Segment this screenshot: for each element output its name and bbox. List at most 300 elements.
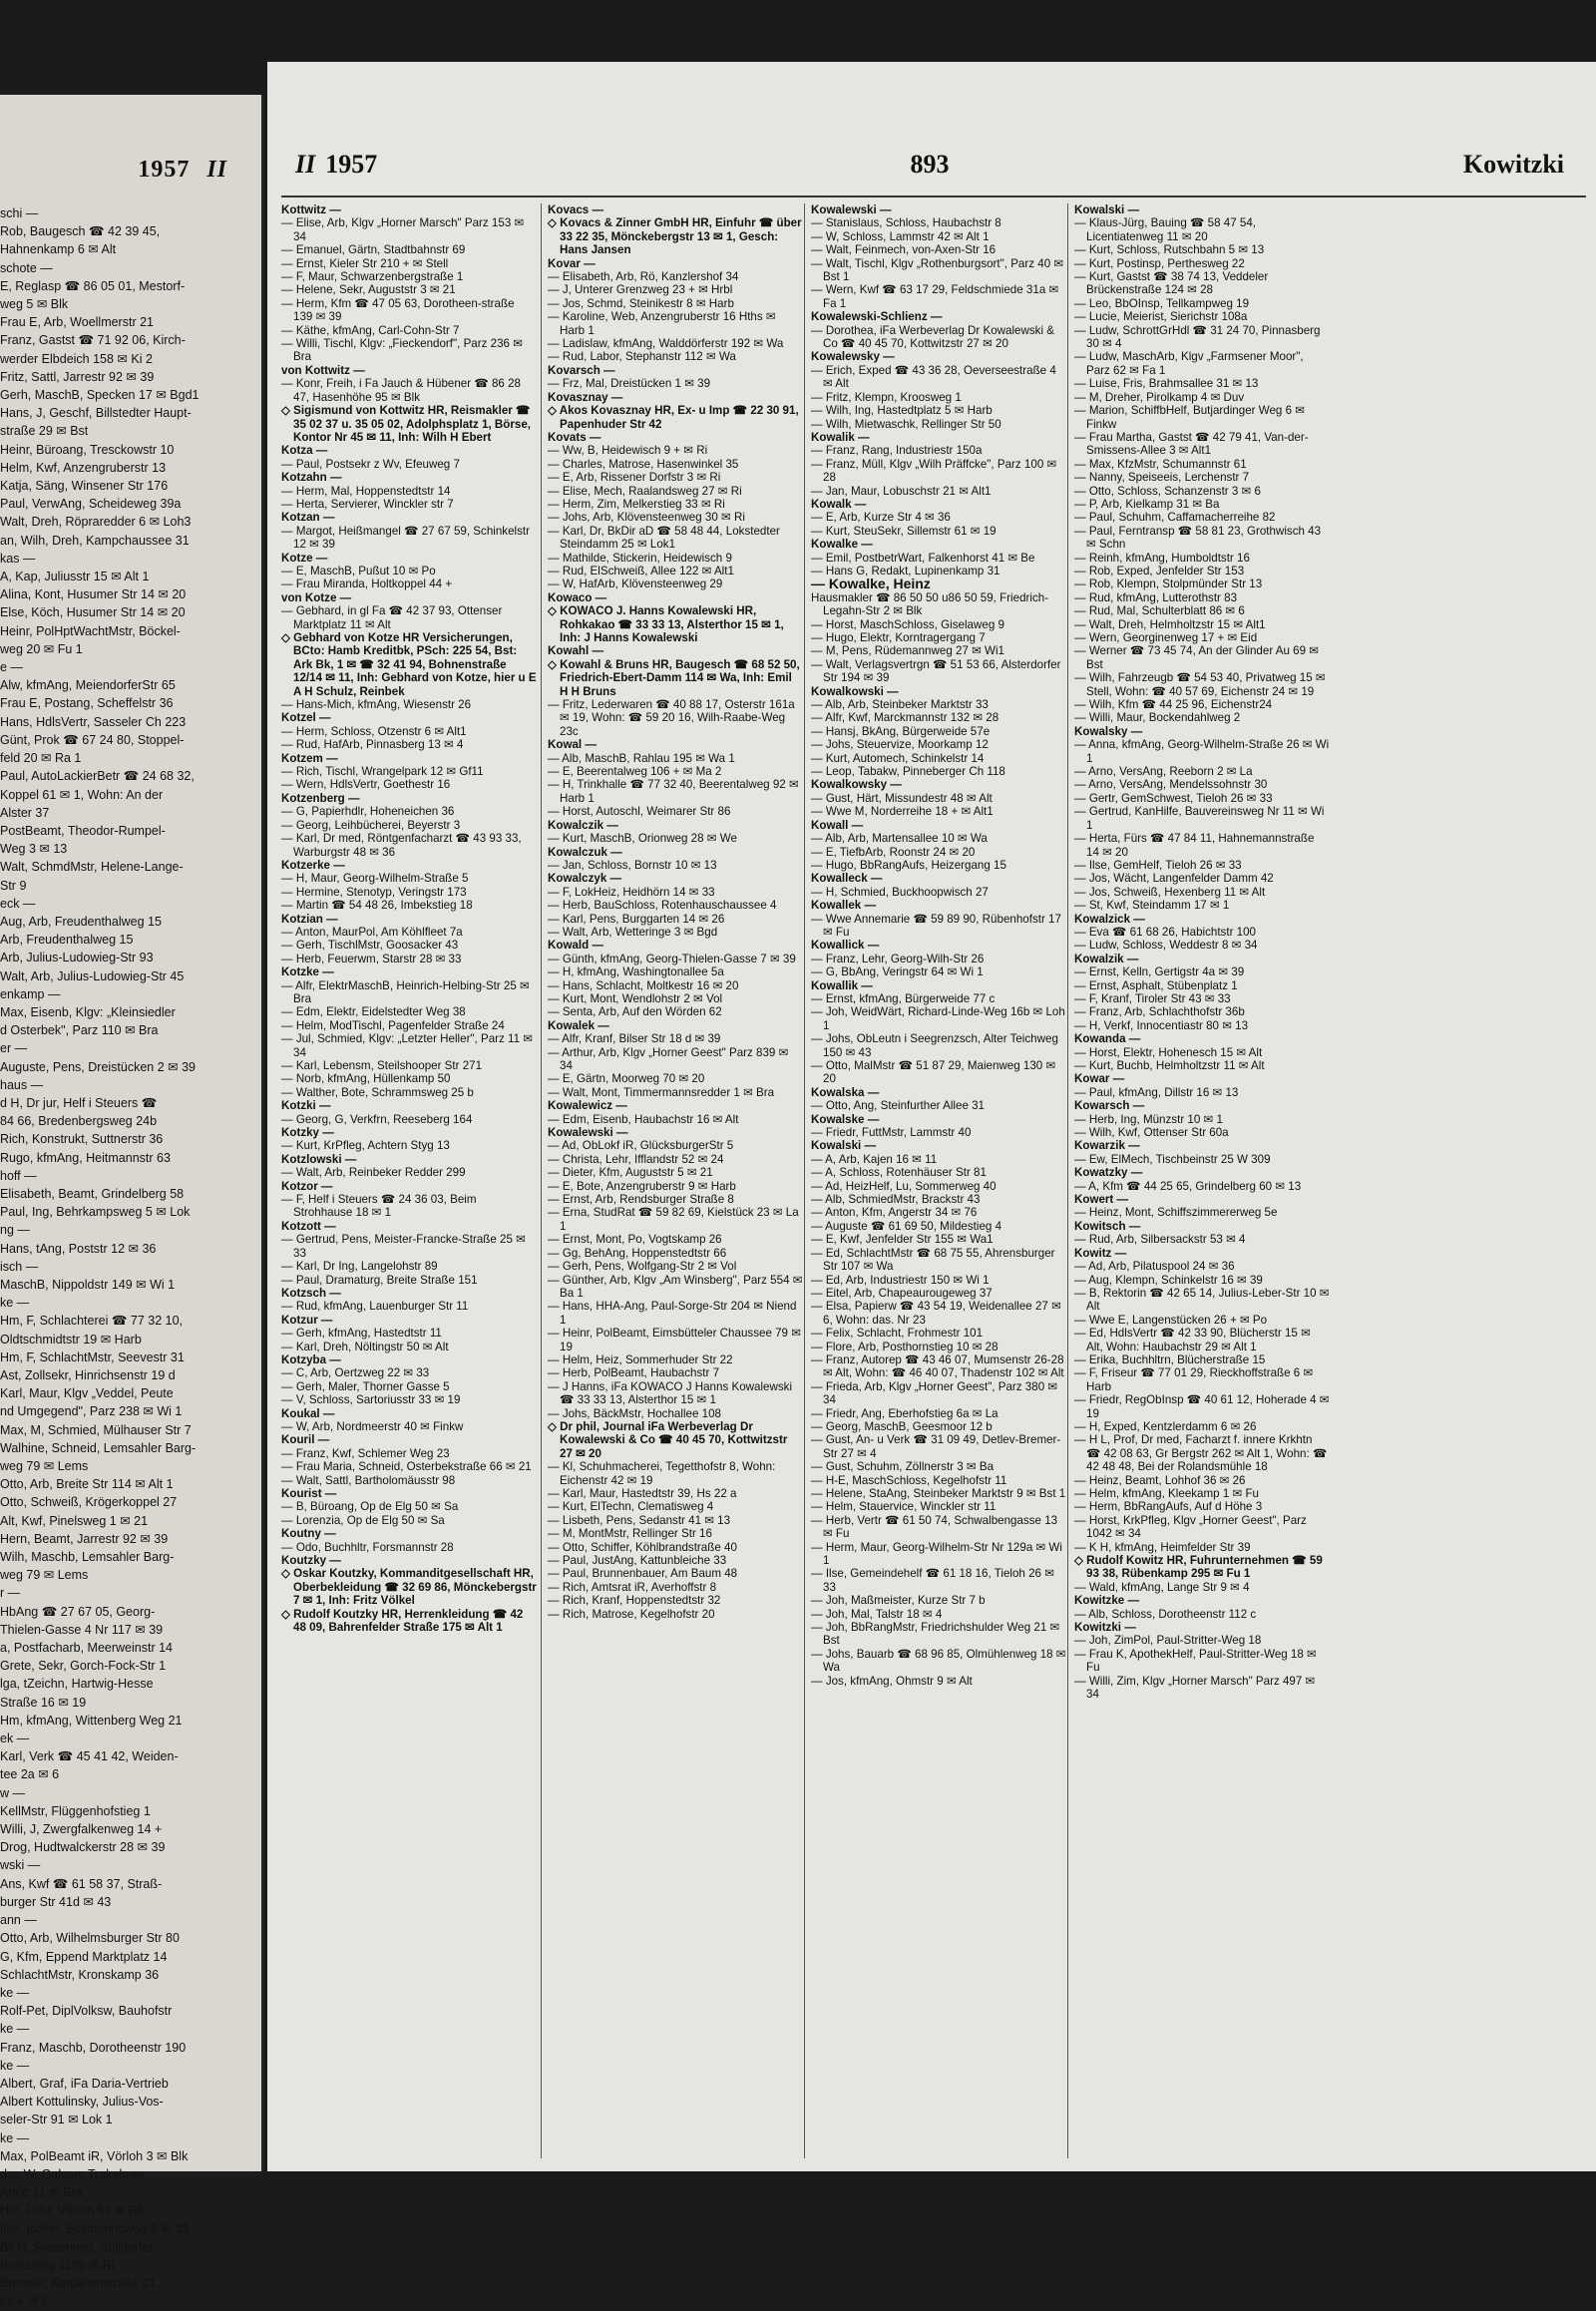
directory-entry: — Frau Martha, Gastst ☎ 42 79 41, Van-der-Smissens-Allee 3 ✉ Alt1	[1074, 430, 1309, 458]
directory-entry: — Gerh, TischlMstr, Goosacker 43	[281, 939, 459, 953]
directory-entry: — Jan, Schloss, Bornstr 10 ✉ 13	[548, 858, 717, 872]
directory-entry: — Erika, Buchhltrn, Blücherstraße 15	[1074, 1352, 1266, 1366]
directory-entry: — Gertrud, Pens, Meister-Francke-Straße 25 ✉ 33	[281, 1233, 526, 1260]
directory-entry: — Ilse, GemHelf, Tieloh 26 ✉ 33	[1074, 858, 1242, 872]
left-entry-line: Hm, kfmAng, Wittenberg Weg 21	[0, 1713, 183, 1728]
directory-entry: — Franz, Müll, Klgv „Wilh Präffcke", Parz 100 ✉ 28	[811, 457, 1057, 485]
left-entry-line: Hans, J, Geschf, Billstedter Haupt-	[0, 406, 192, 421]
surname-heading: Kovar —	[548, 256, 596, 270]
directory-entry: — Kowalke, Heinz	[811, 576, 931, 592]
directory-entry: — Helm, kfmAng, Kleekamp 1 ✉ Fu	[1074, 1487, 1259, 1500]
directory-entry: — Willi, Zim, Klgv „Horner Marsch" Parz 497 ✉ 34	[1074, 1674, 1316, 1702]
directory-entry: — V, Schloss, Sartoriusstr 33 ✉ 19	[281, 1393, 461, 1407]
directory-entry: — Gust, Härt, Missundestr 48 ✉ Alt	[811, 791, 993, 805]
left-entry-line: Walt, Dreh, Röpraredder 6 ✉ Loh3	[0, 515, 192, 530]
left-page-year: 1957	[138, 157, 191, 183]
directory-entry: — Rud, HafArb, Pinnasberg 13 ✉ 4	[281, 738, 464, 752]
directory-entry: — Franz, Rang, Industriestr 150a	[811, 444, 983, 458]
directory-entry: — Georg, Leihbücherei, Beyerstr 3	[281, 818, 461, 832]
left-entry-line: Bil H, Steuerinsp, Sülldorfer	[0, 2239, 154, 2254]
directory-entry: — H, kfmAng, Washingtonallee 5a	[548, 965, 724, 979]
left-entry-line: Max, PolBeamt iR, Vörloh 3 ✉ Blk	[0, 2148, 189, 2163]
left-entry-line: Aug, Arb, Freudenthalweg 15	[0, 914, 162, 929]
left-entry-line: feld 20 ✉ Ra 1	[0, 751, 82, 766]
directory-entry: — Ad, HeizHelf, Lu, Sommerweg 40	[811, 1179, 997, 1193]
left-entry-line: Ls 4 ✉ 6	[0, 2294, 48, 2309]
directory-entry: — Herm, Schloss, Otzenstr 6 ✉ Alt1	[281, 724, 467, 738]
directory-entry: — Johs, Arb, Klövensteenweg 30 ✉ Ri	[548, 511, 745, 525]
directory-entry: — St, Kwf, Steindamm 17 ✉ 1	[1074, 899, 1230, 913]
directory-entry: — Nanny, Speiseeis, Lerchenstr 7	[1074, 471, 1250, 485]
directory-entry: — Kurt, Buchb, Helmholtzstr 11 ✉ Alt	[1074, 1059, 1265, 1072]
directory-entry: — Walt, Feinmech, von-Axen-Str 16	[811, 243, 997, 257]
directory-entry: — Hermine, Stenotyp, Veringstr 173	[281, 885, 467, 899]
directory-entry: — Arthur, Arb, Klgv „Horner Geest" Parz 839 ✉ 34	[548, 1045, 789, 1072]
surname-heading: Kouril —	[281, 1433, 330, 1447]
directory-entry: — Herb, PolBeamt, Haubachstr 7	[548, 1366, 720, 1380]
left-entry-line: hoff —	[0, 1168, 37, 1183]
surname-heading: Kowalewsky —	[811, 350, 895, 364]
left-entry-line: Max, M, Schmied, Mülhauser Str 7	[0, 1422, 192, 1437]
directory-entry: — Wilh, Mietwaschk, Rellinger Str 50	[811, 417, 1001, 431]
directory-entry: — Jul, Schmied, Klgv: „Letzter Heller", Parz 11 ✉ 34	[281, 1032, 534, 1059]
directory-entry: — Frau Miranda, Holtkoppel 44 +	[281, 578, 453, 591]
directory-entry: — Herb, Vertr ☎ 61 50 74, Schwalbengasse 13 ✉ Fu	[811, 1513, 1058, 1541]
directory-entry: — Ed, Arb, Industriestr 150 ✉ Wi 1	[811, 1273, 990, 1287]
directory-entry: — Jos, Wächt, Langenfelder Damm 42	[1074, 872, 1274, 886]
left-entry-line: Max, Eisenb, Klgv: „Kleinsiedler	[0, 1004, 176, 1019]
directory-entry: — Rud, Mal, Schulterblatt 86 ✉ 6	[1074, 604, 1245, 618]
left-entry-line: Rugo, kfmAng, Heitmannstr 63	[0, 1150, 171, 1165]
directory-entry: — Lorenzia, Op de Elg 50 ✉ Sa	[281, 1513, 445, 1527]
directory-entry: — Heinz, Beamt, Lohhof 36 ✉ 26	[1074, 1473, 1246, 1487]
directory-entry: — Rud, kfmAng, Lutterothstr 83	[1074, 590, 1238, 604]
directory-entry: — Friedr, Ang, Eberhofstieg 6a ✉ La	[811, 1406, 998, 1420]
surname-heading: Kowarzik —	[1074, 1139, 1140, 1153]
directory-entry: — Alfr, Kranf, Bilser Str 18 d ✉ 39	[548, 1032, 721, 1046]
left-entry-line: a, Postfacharb, Meerweinstr 14	[0, 1641, 173, 1656]
left-entry-line: lga, tZeichn, Hartwig-Hesse	[0, 1677, 154, 1692]
directory-entry: — Hansj, BkAng, Bürgerweide 57e	[811, 724, 991, 738]
directory-entry: — Hans, HHA-Ang, Paul-Sorge-Str 204 ✉ Niend 1	[548, 1300, 797, 1327]
left-entry-line: Albert Kottulinsky, Julius-Vos-	[0, 2095, 164, 2110]
directory-entry: — Alfr, ElektrMaschB, Heinrich-Helbing-Str 25 ✉ Bra	[281, 978, 530, 1005]
directory-entry: — Herm, Mal, Hoppenstedtstr 14	[281, 484, 451, 498]
directory-entry: — Karl, Lebensm, Steilshooper Str 271	[281, 1059, 483, 1072]
surname-heading: Kotzky —	[281, 1126, 334, 1140]
left-entry-line: weg 79 ✉ Lems	[0, 1568, 89, 1583]
directory-entry: — Paul, JustAng, Kattunbleiche 33	[548, 1554, 727, 1568]
left-entry-line: Straße 16 ✉ 19	[0, 1695, 87, 1710]
directory-entry: — Herta, Fürs ☎ 47 84 11, Hahnemannstraße 14 ✉ 20	[1074, 832, 1315, 859]
directory-entry: — Wern, Georginenweg 17 + ✉ Eid	[1074, 631, 1258, 644]
directory-entry: ◇ Rudolf Kowitz HR, Fuhrunternehmen ☎ 59 93 38, Rübenkamp 295 ✉ Fu 1	[1074, 1554, 1323, 1581]
directory-entry: — E, TiefbArb, Roonstr 24 ✉ 20	[811, 845, 976, 859]
surname-heading: Kowalski —	[811, 1139, 877, 1153]
directory-entry: — Charles, Matrose, Hasenwinkel 35	[548, 457, 739, 471]
directory-entry: — Joh, Maßmeister, Kurze Str 7 b	[811, 1594, 986, 1608]
directory-entry: — Emanuel, Gärtn, Stadtbahnstr 69	[281, 243, 466, 257]
left-entry-line: Otto, Schweiß, Krögerkoppel 27	[0, 1495, 178, 1510]
directory-entry: — Willi, Maur, Bockendahlweg 2	[1074, 711, 1241, 725]
left-entry-line: Heinr, PolHptWachtMstr, Böckel-	[0, 623, 181, 638]
directory-entry: — Gust, An- u Verk ☎ 31 09 49, Detlev-Bremer-Str 27 ✉ 4	[811, 1433, 1061, 1460]
directory-entry: — Ludw, SchrottGrHdl ☎ 31 24 70, Pinnasberg 30 ✉ 4	[1074, 323, 1321, 351]
directory-entry: — Mathilde, Stickerin, Heidewisch 9	[548, 551, 732, 565]
directory-entry: — Wwe E, Langenstücken 26 + ✉ Po	[1074, 1313, 1268, 1327]
surname-heading: Kowert —	[1074, 1193, 1129, 1207]
directory-entry: — Wilh, Kwf, Ottenser Str 60a	[1074, 1126, 1229, 1140]
surname-heading: Kowanda —	[1074, 1032, 1141, 1046]
surname-heading: Kotzott —	[281, 1219, 336, 1233]
directory-entry: ◇ Kovacs & Zinner GmbH HR, Einfuhr ☎ über 33 22 35, Mönckebergstr 13 ✉ 1, Gesch: Hans Jansen	[548, 216, 802, 257]
surname-heading: Koukal —	[281, 1406, 335, 1420]
surname-heading: Kowalkowsky —	[811, 778, 902, 792]
directory-entry: — Ernst, kfmAng, Bürgerweide 77 c	[811, 991, 996, 1005]
directory-entry: — G, BbAng, Veringstr 64 ✉ Wi 1	[811, 965, 984, 979]
left-entry-line: ke —	[0, 2022, 30, 2037]
directory-column-1	[281, 203, 537, 2158]
left-entry-line: Hans, HdlsVertr, Sasseler Ch 223	[0, 714, 187, 729]
directory-entry: — Karl, Maur, Hastedtstr 39, Hs 22 a	[548, 1487, 737, 1500]
left-entry-line: Anne 11 ✉ Bra	[0, 2185, 83, 2200]
directory-entry: — Horst, Autoschl, Weimarer Str 86	[548, 805, 731, 819]
directory-entry: — Rich, Kranf, Hoppenstedtstr 32	[548, 1594, 721, 1608]
directory-entry: — Joh, WeidWärt, Richard-Linde-Weg 16b ✉ Loh 1	[811, 1005, 1065, 1032]
left-entry-line: weg 5 ✉ Blk	[0, 297, 69, 312]
directory-entry: — Günth, kfmAng, Georg-Thielen-Gasse 7 ✉ 39	[548, 952, 796, 965]
left-entry-line: Gerh, MaschB, Specken 17 ✉ Bgd1	[0, 388, 200, 403]
directory-entry: — Ed, HdlsVertr ☎ 42 33 90, Blücherstr 15 ✉ Alt, Wohn: Haubachstr 29 ✉ Alt 1	[1074, 1327, 1311, 1353]
directory-entry: — Ed, SchlachtMstr ☎ 68 75 55, Ahrensburger Str 107 ✉ Wa	[811, 1246, 1055, 1274]
directory-entry: — M, MontMstr, Rellinger Str 16	[548, 1527, 712, 1541]
left-entry-line: Else, Köch, Husumer Str 14 ✉ 20	[0, 605, 186, 620]
directory-entry: — Franz, Autorep ☎ 43 46 07, Mumsenstr 26-28 ✉ Alt, Wohn: ☎ 46 40 07, Thadenstr 102 ✉ Alt	[811, 1352, 1064, 1380]
directory-entry: — Herm, Maur, Georg-Wilhelm-Str Nr 129a ✉ Wi 1	[811, 1540, 1062, 1568]
surname-heading: Kowarsch —	[1074, 1099, 1145, 1113]
directory-entry: — Joh, Mal, Talstr 18 ✉ 4	[811, 1607, 943, 1621]
directory-entry: — Rob, Klempn, Stolpmünder Str 13	[1074, 578, 1263, 591]
surname-heading: Kotzki —	[281, 1099, 331, 1113]
directory-entry: — P, Arb, Kielkamp 31 ✉ Ba	[1074, 497, 1220, 511]
left-entry-line: burger Str 41d ✉ 43	[0, 1894, 112, 1909]
left-entry-line: wski —	[0, 1858, 41, 1873]
directory-entry: — Kurt, MaschB, Orionweg 28 ✉ We	[548, 832, 737, 846]
directory-entry: — Odo, Buchhltr, Forsmannstr 28	[281, 1540, 454, 1554]
surname-heading: Kowitsch —	[1074, 1219, 1141, 1233]
directory-entry: — E, Bote, Anzengruberstr 9 ✉ Harb	[548, 1179, 736, 1193]
surname-heading: Kowitz —	[1074, 1246, 1127, 1260]
surname-heading: Kowalewicz —	[548, 1099, 627, 1113]
directory-entry: — Kurt, Mont, Wendlohstr 2 ✉ Vol	[548, 991, 723, 1005]
directory-entry: — Luise, Fris, Brahmsallee 31 ✉ 13	[1074, 377, 1259, 391]
left-entry-line: Arb, Freudenthalweg 15	[0, 933, 134, 948]
directory-entry: — Erich, Exped ☎ 43 36 28, Oeverseestraße 4 ✉ Alt	[811, 363, 1056, 391]
directory-entry: — Frz, Mal, Dreistücken 1 ✉ 39	[548, 377, 711, 391]
left-entry-line: Wilh, Maschb, Lemsahler Barg-	[0, 1550, 175, 1565]
directory-entry: — Horst, Elektr, Hohenesch 15 ✉ Alt	[1074, 1045, 1263, 1059]
directory-entry: — Ad, ObLokf iR, GlücksburgerStr 5	[548, 1139, 734, 1153]
left-entry-line: isch —	[0, 1259, 39, 1274]
directory-entry: — Karl, Dr, BkDir aD ☎ 58 48 44, Lokstedter Steindamm 25 ✉ Lok1	[548, 524, 780, 552]
directory-entry: — Ludw, MaschArb, Klgv „Farmsener Moor", Parz 62 ✉ Fa 1	[1074, 350, 1304, 377]
directory-entry: — Rob, Exped, Jenfelder Str 153	[1074, 564, 1245, 578]
left-entry-line: PostBeamt, Theodor-Rumpel-	[0, 823, 166, 838]
directory-entry: — Walt, Tischl, Klgv „Rothenburgsort", Parz 40 ✉ Bst 1	[811, 256, 1064, 284]
surname-heading: Kotzlowski —	[281, 1152, 357, 1166]
directory-entry: — Wern, HdlsVertr, Goethestr 16	[281, 778, 451, 792]
left-entry-line: Str 9	[0, 878, 27, 893]
surname-heading: Kotzem —	[281, 751, 338, 765]
left-entry-line: Willi, J, Zwergfalkenweg 14 +	[0, 1822, 163, 1837]
directory-entry: — Rud, ElSchweiß, Allee 122 ✉ Alt1	[548, 564, 734, 578]
directory-entry: — Ludw, Schloss, Weddestr 8 ✉ 34	[1074, 939, 1258, 953]
left-entry-line: Walt, Arb, Julius-Ludowieg-Str 45	[0, 968, 185, 983]
left-entry-line: Ans, Kwf ☎ 61 58 37, Straß-	[0, 1876, 163, 1891]
directory-entry: — M, Pens, Rüdemannweg 27 ✉ Wi1	[811, 644, 1005, 658]
left-entry-line: ng —	[0, 1223, 30, 1238]
surname-heading: Kotzur —	[281, 1313, 333, 1327]
directory-entry: — Hans-Mich, kfmAng, Wiesenstr 26	[281, 698, 472, 712]
directory-entry: — F, Kranf, Tiroler Str 43 ✉ 33	[1074, 991, 1231, 1005]
surname-heading: Kowallik —	[811, 978, 873, 992]
surname-heading: Kowalek —	[548, 1018, 609, 1032]
directory-entry: — Johs, Steuervize, Moorkamp 12	[811, 738, 989, 752]
left-entry-line: Rolf-Pet, DiplVolksw, Bauhofstr	[0, 2004, 173, 2019]
left-entry-line: an, Wilh, Dreh, Kampchaussee 31	[0, 533, 190, 548]
directory-entry: — E, Gärtn, Moorweg 70 ✉ 20	[548, 1072, 705, 1086]
directory-entry: — J Hanns, iFa KOWACO J Hanns Kowalewski ☎ 33 33 13, Alsterthor 15 ✉ 1	[548, 1379, 793, 1407]
surname-heading: Kotzor —	[281, 1179, 333, 1193]
left-entry-line: Alina, Kont, Husumer Str 14 ✉ 20	[0, 587, 187, 602]
directory-entry: — Alb, MaschB, Rahlau 195 ✉ Wa 1	[548, 751, 735, 765]
directory-entry: — Ww, B, Heidewisch 9 + ✉ Ri	[548, 444, 708, 458]
surname-heading: Kowalske —	[811, 1112, 880, 1126]
directory-entry: — Ilse, Gemeindehelf ☎ 61 18 16, Tieloh 26 ✉ 33	[811, 1567, 1054, 1594]
left-entry-line: Auguste, Pens, Dreistücken 2 ✉ 39	[0, 1059, 196, 1074]
surname-heading: Kowatzky —	[1074, 1166, 1143, 1180]
directory-entry: — Willi, Tischl, Klgv: „Fieckendorf", Parz 236 ✉ Bra	[281, 337, 523, 364]
header-roman: II	[295, 150, 316, 179]
left-entry-line: Franz, Maschb, Dorotheenstr 190	[0, 2040, 187, 2055]
left-entry-line: weg 79 ✉ Lems	[0, 1459, 89, 1474]
left-entry-line: Paul, Ing, Behrkampsweg 5 ✉ Lok	[0, 1205, 191, 1220]
directory-entry: — W, Schloss, Lammstr 42 ✉ Alt 1	[811, 229, 990, 243]
left-entry-line: Hm, F, Schlachterei ☎ 77 32 10,	[0, 1314, 184, 1329]
left-entry-line: 84 66, Bredenbergsweg 24b	[0, 1114, 158, 1129]
left-entry-line: Otto, Arb, Wilhelmsburger Str 80	[0, 1931, 180, 1946]
left-entry-line: Frau E, Postang, Scheffelstr 36	[0, 696, 174, 711]
surname-heading: Kovasznay —	[548, 390, 623, 404]
directory-entry: — Friedr, FuttMstr, Lammstr 40	[811, 1126, 972, 1140]
left-entry-line: KellMstr, Flüggenhofstieg 1	[0, 1803, 151, 1818]
left-entry-line: Grete, Sekr, Gorch-Fock-Str 1	[0, 1659, 167, 1674]
directory-entry: — Paul, Ferntransp ☎ 58 81 23, Grothwisch 43 ✉ Schn	[1074, 524, 1322, 552]
header-rule	[281, 195, 1586, 197]
directory-entry: — Ew, ElMech, Tischbeinstr 25 W 309	[1074, 1152, 1271, 1166]
left-entry-line: Hern, Beamt, Jarrestr 92 ✉ 39	[0, 1531, 169, 1546]
left-entry-line: weg 20 ✉ Fu 1	[0, 641, 83, 656]
surname-heading: Kowalzik —	[1074, 952, 1139, 965]
left-entry-line: tee 2a ✉ 6	[0, 1767, 60, 1782]
directory-entry: — Alb, SchmiedMstr, Brackstr 43	[811, 1193, 981, 1207]
directory-entry: — Elsa, Papierw ☎ 43 54 19, Weidenallee 27 ✉ 6, Wohn: das. Nr 23	[811, 1300, 1061, 1327]
surname-heading: Kovarsch —	[548, 363, 615, 377]
directory-entry: — Aug, Klempn, Schinkelstr 16 ✉ 39	[1074, 1273, 1263, 1287]
directory-entry: — Konr, Freih, i Fa Jauch & Hübener ☎ 86 28 47, Hasenhöhe 95 ✉ Blk	[281, 377, 521, 404]
directory-entry: — Max, KfzMstr, Schumannstr 61	[1074, 457, 1247, 471]
directory-entry: — Margot, Heißmangel ☎ 27 67 59, Schinkelstr 12 ✉ 39	[281, 524, 530, 552]
directory-entry: — Karl, Dr Ing, Langelohstr 89	[281, 1260, 438, 1274]
directory-entry: — K H, kfmAng, Heimfelder Str 39	[1074, 1540, 1251, 1554]
directory-entry: — Anton, Kfm, Angerstr 34 ✉ 76	[811, 1206, 978, 1220]
directory-entry: — Paul, Dramaturg, Breite Straße 151	[281, 1273, 478, 1287]
directory-entry: — Gerh, Pens, Wolfgang-Str 2 ✉ Vol	[548, 1260, 737, 1274]
directory-entry: — Gebhard, in gl Fa ☎ 42 37 93, Ottenser Marktplatz 11 ✉ Alt	[281, 604, 503, 631]
directory-entry: — Georg, G, Verkfrn, Reeseberg 164	[281, 1112, 473, 1126]
left-entry-line: ann —	[0, 1913, 37, 1928]
left-entry-line: haus —	[0, 1077, 44, 1092]
directory-entry: — Ladislaw, kfmAng, Walddörferstr 192 ✉ Wa	[548, 337, 784, 351]
directory-entry: — Elisabeth, Arb, Rö, Kanzlershof 34	[548, 270, 739, 284]
directory-entry: — F, Helf i Steuers ☎ 24 36 03, Beim Strohhause 18 ✉ 1	[281, 1193, 477, 1220]
directory-entry: — Otto, Schiffer, Köhlbrandstraße 40	[548, 1540, 737, 1554]
directory-entry: — Edm, Eisenb, Haubachstr 16 ✉ Alt	[548, 1112, 739, 1126]
directory-entry: — Walt, Arb, Reinbeker Redder 299	[281, 1166, 466, 1180]
directory-entry: — W, Arb, Nordmeerstr 40 ✉ Finkw	[281, 1419, 464, 1433]
directory-entry: — Emil, PostbetrWart, Falkenhorst 41 ✉ Be	[811, 551, 1035, 565]
directory-entry: — Herm, BbRangAufs, Auf d Höhe 3	[1074, 1500, 1263, 1514]
left-entry-line: HbAng ☎ 27 67 05, Georg-	[0, 1604, 156, 1619]
directory-entry: — Franz, Kwf, Schlemer Weg 23	[281, 1446, 450, 1460]
surname-heading: von Kotze —	[281, 590, 352, 604]
directory-entry: — Flore, Arb, Posthornstieg 10 ✉ 28	[811, 1340, 998, 1353]
surname-heading: von Kottwitz —	[281, 363, 365, 377]
surname-heading: Koutny —	[281, 1527, 336, 1541]
directory-entry: — Helm, ModTischl, Pagenfelder Straße 24	[281, 1018, 505, 1032]
surname-heading: Kotze —	[281, 551, 328, 565]
left-entry-line: E, Reglasp ☎ 86 05 01, Mestorf-	[0, 278, 186, 293]
directory-entry: ◇ KOWACO J. Hanns Kowalewski HR, Rohkakao ☎ 33 33 13, Alsterthor 15 ✉ 1, Inh: J Hanns Kowalewski	[548, 604, 784, 644]
directory-entry: — Herm, Zim, Melkerstieg 33 ✉ Ri	[548, 497, 725, 511]
directory-entry: — Gertr, GemSchwest, Tieloh 26 ✉ 33	[1074, 791, 1273, 805]
directory-entry: — Kurt, Gastst ☎ 38 74 13, Veddeler Brückenstraße 124 ✉ 28	[1074, 270, 1269, 297]
directory-entry: — H-E, MaschSchloss, Kegelhofstr 11	[811, 1473, 1007, 1487]
left-page-header	[138, 157, 227, 184]
left-entry-line: Weg 3 ✉ 13	[0, 842, 68, 857]
directory-entry: — Erna, StudRat ☎ 59 82 69, Kielstück 23 ✉ La 1	[548, 1206, 799, 1233]
directory-entry: — Herb, Feuerwm, Starstr 28 ✉ 33	[281, 952, 462, 965]
right-page	[267, 62, 1596, 2171]
left-entry-line: Karl, Verk ☎ 45 41 42, Weiden-	[0, 1749, 179, 1764]
left-entry-line: Broksweg 118b ✉ Ri	[0, 2257, 115, 2272]
directory-entry: — Gg, BehAng, Hoppenstedtstr 66	[548, 1246, 727, 1260]
directory-entry: — Fritz, Klempn, Kroosweg 1	[811, 390, 962, 404]
left-entry-line: e —	[0, 660, 23, 675]
left-entry-line: Hans, tAng, Poststr 12 ✉ 36	[0, 1241, 157, 1256]
directory-entry: — Rud, kfmAng, Lauenburger Str 11	[281, 1300, 469, 1314]
directory-entry: — Dorothea, iFa Werbeverlag Dr Kowalewski & Co ☎ 40 45 70, Kottwitzstr 27 ✉ 20	[811, 323, 1054, 351]
directory-entry: — H L, Prof, Dr med, Facharzt f. innere Krkhtn ☎ 42 08 63, Gr Bergstr 262 ✉ Alt 1, Wohn: ☎ 42 48 48, Bei der Rolandsmühle 18	[1074, 1433, 1328, 1474]
directory-entry: — Karl, Pens, Burggarten 14 ✉ 26	[548, 912, 725, 926]
left-entry-line: straße 29 ✉ Bst	[0, 424, 89, 439]
left-entry-line: d H, Dr jur, Helf i Steuers ☎	[0, 1095, 158, 1110]
directory-entry: — Walt, Arb, Wetteringe 3 ✉ Bgd	[548, 925, 718, 939]
directory-entry: — Gertrud, KanHilfe, Bauvereinsweg Nr 11 ✉ Wi 1	[1074, 805, 1325, 832]
directory-entry: — E, Arb, Rissener Dorfstr 3 ✉ Ri	[548, 471, 721, 485]
left-entry-line: Otto, Arb, Breite Str 114 ✉ Alt 1	[0, 1477, 174, 1492]
left-entry-line: MaschB, Nippoldstr 149 ✉ Wi 1	[0, 1277, 176, 1292]
directory-entry: — Reinh, kfmAng, Humboldtstr 16	[1074, 551, 1250, 565]
directory-entry: — Kurt, SteuSekr, Sillemstr 61 ✉ 19	[811, 524, 997, 538]
directory-entry: — Rich, Tischl, Wrangelpark 12 ✉ Gf11	[281, 765, 484, 779]
directory-entry: — Joh, BbRangMstr, Friedrichshulder Weg 21 ✉ Bst	[811, 1621, 1060, 1648]
left-entry-line: r —	[0, 1586, 21, 1601]
surname-heading: Kowalewski —	[811, 203, 892, 216]
directory-entry: — F, Maur, Schwarzenbergstraße 1	[281, 270, 464, 284]
left-entry-line: Koppel 61 ✉ 1, Wohn: An der	[0, 787, 164, 802]
left-entry-line: Frau E, Arb, Woellmerstr 21	[0, 315, 154, 330]
left-entry-line: schote —	[0, 260, 53, 275]
directory-entry: — H, Exped, Kentzlerdamm 6 ✉ 26	[1074, 1419, 1257, 1433]
directory-entry: — Eitel, Arb, Chapeaurougeweg 37	[811, 1286, 993, 1300]
surname-heading: Kotzerke —	[281, 858, 345, 872]
directory-entry: — Johs, BäckMstr, Hochallee 108	[548, 1406, 721, 1420]
directory-entry: — Gerh, Maler, Thorner Gasse 5	[281, 1379, 450, 1393]
directory-entry: — Werner ☎ 73 45 74, An der Glinder Au 69 ✉ Bst	[1074, 644, 1319, 671]
surname-heading: Kowalczyk —	[548, 872, 622, 886]
directory-entry: — Walt, Verlagsvertrgn ☎ 51 53 66, Alsterdorfer Str 194 ✉ 39	[811, 657, 1061, 685]
left-entry-line: Hm, Lehr, Vörloh 54 ✉ Blk	[0, 2203, 146, 2218]
directory-entry: — Herta, Servierer, Winckler str 7	[281, 497, 454, 511]
directory-entry: — Leo, BbOInsp, Tellkampweg 19	[1074, 296, 1250, 310]
directory-entry: — Frau K, ApothekHelf, Paul-Stritter-Weg 18 ✉ Fu	[1074, 1647, 1317, 1675]
directory-entry: — Jos, kfmAng, Ohmstr 9 ✉ Alt	[811, 1674, 973, 1688]
directory-entry: — Norb, kfmAng, Hüllenkamp 50	[281, 1072, 451, 1086]
directory-entry: — Eva ☎ 61 68 26, Habichtstr 100	[1074, 925, 1257, 939]
directory-entry: — Walther, Bote, Schrammsweg 25 b	[281, 1085, 474, 1099]
directory-entry: — Arno, VersAng, Mendelssohnstr 30	[1074, 778, 1268, 792]
directory-entry: — Dieter, Kfm, Auguststr 5 ✉ 21	[548, 1166, 713, 1180]
directory-entry: — Horst, MaschSchloss, Giselaweg 9	[811, 617, 1004, 631]
left-entry-line: Paul, AutoLackierBetr ☎ 24 68 32,	[0, 769, 195, 784]
directory-entry: — Ernst, Mont, Po, Vogtskamp 26	[548, 1233, 722, 1247]
surname-heading: Kowalska —	[811, 1085, 880, 1099]
directory-entry: — H, Trinkhalle ☎ 77 32 40, Beerentalweg 92 ✉ Harb 1	[548, 778, 799, 805]
directory-entry: — Johs, Bauarb ☎ 68 96 85, Olmühlenweg 18 ✉ Wa	[811, 1647, 1066, 1675]
directory-entry: — Ad, Arb, Pilatuspool 24 ✉ 36	[1074, 1260, 1235, 1274]
directory-entry: — H, Schmied, Buckhoopwisch 27	[811, 885, 989, 899]
surname-heading: Kottwitz —	[281, 203, 341, 216]
directory-entry: — B, Rektorin ☎ 42 65 14, Julius-Leber-Str 10 ✉ Alt	[1074, 1286, 1330, 1314]
directory-entry: — Hugo, Elektr, Korntragergang 7	[811, 631, 986, 644]
directory-entry: — Auguste ☎ 61 69 50, Mildestieg 4	[811, 1219, 1002, 1233]
directory-entry: — Wilh, Ing, Hastedtplatz 5 ✉ Harb	[811, 404, 993, 418]
left-entry-line: Heinr, Büroang, Tresckowstr 10	[0, 442, 175, 457]
directory-entry: — Helm, Stauervice, Winckler str 11	[811, 1500, 997, 1514]
surname-heading: Kowalewski —	[548, 1126, 628, 1140]
left-entry-line: schi —	[0, 206, 39, 220]
directory-entry: — B, Büroang, Op de Elg 50 ✉ Sa	[281, 1500, 459, 1514]
directory-entry: — E, Beerentalweg 106 + ✉ Ma 2	[548, 765, 722, 779]
directory-entry: — Franz, Arb, Schlachthofstr 36b	[1074, 1005, 1245, 1019]
directory-entry: — Paul, Postsekr z Wv, Efeuweg 7	[281, 457, 460, 471]
directory-entry: — Paul, Brunnenbauer, Am Baum 48	[548, 1567, 738, 1581]
surname-heading: Kowalski —	[1074, 203, 1140, 216]
left-entry-line: kas —	[0, 551, 36, 566]
left-entry-line: ek —	[0, 1732, 30, 1746]
surname-heading: Kotzenberg —	[281, 791, 360, 805]
